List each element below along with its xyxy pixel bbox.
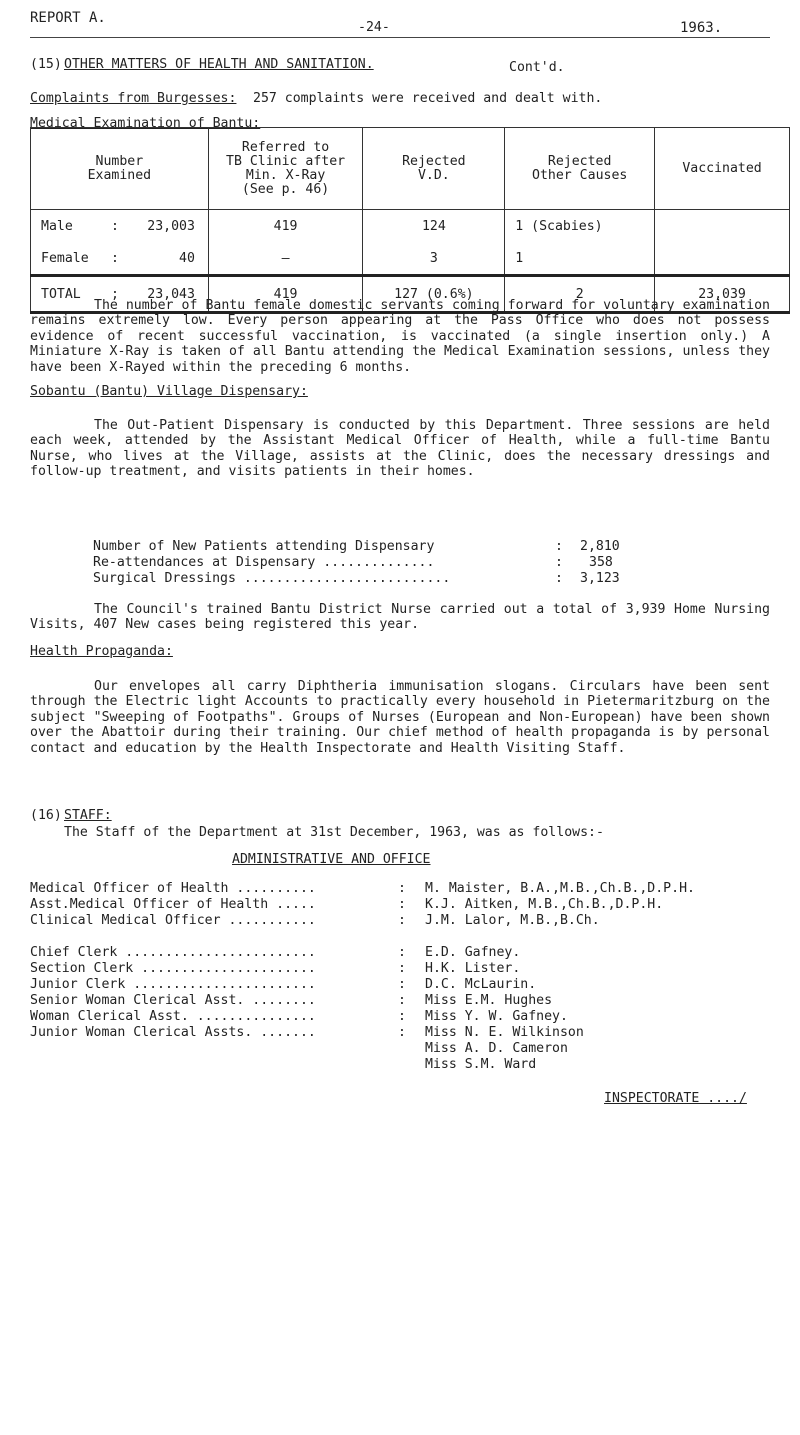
row-number: 40	[179, 250, 195, 266]
row-label-cell: Male : 23,003	[31, 210, 209, 243]
col-header-vd: Rejected V.D.	[363, 128, 505, 210]
stat-label: Number of New Patients attending Dispensary	[93, 539, 435, 554]
medical-exam-label: Medical Examination of Bantu:	[30, 116, 261, 131]
staff-name: H.K. Lister.	[425, 961, 521, 976]
complaints-text: 257 complaints were received and dealt with.	[253, 91, 603, 106]
staff-title: STAFF:	[64, 808, 112, 823]
row-referred: 419	[208, 210, 363, 243]
row-label: Male	[41, 218, 73, 234]
staff-name: D.C. McLaurin.	[425, 977, 537, 992]
staff-number: (16)	[30, 808, 62, 823]
total-label-cell: TOTAL ; 23,043	[31, 276, 209, 313]
dispensary-paragraph: The Out-Patient Dispensary is conducted by this Department. Three sessions are held each week, attended by the Assistant Medical Officer of Health, while a full-time Bantu Nurse, who lives at the Village, assists at the Clinic, does the necessary dressings and follow-up treatment, and visits patients in their homes.	[30, 418, 770, 480]
staff-name: K.J. Aitken, M.B.,Ch.B.,D.P.H.	[425, 897, 664, 912]
staff-name: E.D. Gafney.	[425, 945, 521, 960]
staff-role: Junior Woman Clerical Assts. .......	[30, 1025, 316, 1040]
col-header-number: Number Examined	[31, 128, 209, 210]
next-page-catchword	[604, 1091, 747, 1106]
staff-name: J.M. Lalor, M.B.,B.Ch.	[425, 913, 600, 928]
row-vaccinated	[655, 210, 790, 243]
staff-subheading: ADMINISTRATIVE AND OFFICE	[232, 852, 431, 867]
table-header-row	[31, 128, 790, 210]
total-vaccinated: 23,039	[655, 276, 790, 313]
staff-role: Section Clerk ......................	[30, 961, 316, 976]
complaints-label: Complaints from Burgesses:	[30, 91, 237, 106]
propaganda-paragraph: Our envelopes all carry Diphtheria immunisation slogans. Circulars have been sent through the Electric light Accounts to practically every household in Pietermaritzburg on the subject "Sweeping of Footpaths". Groups of Nurses (European and Non-European) have been shown over the Abattoir during their training. Our chief method of health propaganda is by personal contact and education by the Health Inspectorate and Health Visiting Staff.	[30, 679, 770, 756]
report-label: REPORT A.	[30, 10, 106, 26]
stat-value: 358	[589, 555, 613, 570]
col-header-other: Rejected Other Causes	[505, 128, 655, 210]
propaganda-label: Health Propaganda:	[30, 644, 173, 659]
medical-exam-paragraph: The number of Bantu female domestic servants coming forward for voluntary examination remains extremely low. Every person appearing at the Pass Office who does not possess evidence of recent successful vaccination, is vaccinated (a single insertion only.) A Miniature X-Ray is taken of all Bantu attending the Medical Examination sessions, unless they have been X-Rayed within the preceding 6 months.	[30, 298, 770, 375]
total-label: TOTAL	[41, 286, 81, 302]
staff-role: Asst.Medical Officer of Health .....	[30, 897, 316, 912]
row-vd: 3	[363, 242, 505, 276]
staff-name: Miss N. E. Wilkinson	[425, 1025, 584, 1040]
row-label-cell: Female : 40	[31, 242, 209, 276]
staff-name: M. Maister, B.A.,M.B.,Ch.B.,D.P.H.	[425, 881, 695, 896]
staff-role: Chief Clerk ........................	[30, 945, 316, 960]
col-header-vaccinated: Vaccinated	[655, 128, 790, 210]
staff-role: Senior Woman Clerical Asst. ........	[30, 993, 316, 1008]
staff-role: Medical Officer of Health ..........	[30, 881, 316, 896]
nurse-paragraph: The Council's trained Bantu District Nurse carried out a total of 3,939 Home Nursing Visits, 407 New cases being registered this year.	[30, 602, 770, 633]
stat-label: Surgical Dressings ..........................	[93, 571, 451, 586]
staff-role: Woman Clerical Asst. ...............	[30, 1009, 316, 1024]
col-header-referred: Referred to TB Clinic after Min. X-Ray (See p. 46)	[208, 128, 363, 210]
staff-name: Miss E.M. Hughes	[425, 993, 553, 1008]
total-vd: 127 (0.6%)	[363, 276, 505, 313]
total-number: 23,043	[147, 286, 195, 302]
medical-exam-table	[30, 127, 790, 314]
contd-label: Cont'd.	[509, 60, 565, 75]
table-row	[31, 210, 790, 243]
report-year: 1963.	[680, 20, 723, 36]
section-number: (15)	[30, 57, 62, 72]
row-other: 1	[505, 242, 655, 276]
stat-label: Re-attendances at Dispensary ..............	[93, 555, 435, 570]
row-vaccinated	[655, 242, 790, 276]
header-rule	[30, 37, 770, 38]
section-title: OTHER MATTERS OF HEALTH AND SANITATION.	[64, 57, 374, 72]
staff-name: Miss Y. W. Gafney.	[425, 1009, 568, 1024]
catchword-text: INSPECTORATE ..../	[604, 1091, 747, 1106]
total-other: 2	[505, 276, 655, 313]
staff-name: Miss A. D. Cameron	[425, 1041, 568, 1056]
staff-name: Miss S.M. Ward	[425, 1057, 537, 1072]
staff-role: Clinical Medical Officer ...........	[30, 913, 316, 928]
page-number: -24-	[358, 20, 390, 35]
total-referred: 419	[208, 276, 363, 313]
staff-role: Junior Clerk .......................	[30, 977, 316, 992]
stat-value: 3,123	[580, 571, 620, 586]
row-other: 1 (Scabies)	[505, 210, 655, 243]
row-referred: –	[208, 242, 363, 276]
stat-value: 2,810	[580, 539, 620, 554]
row-label: Female	[41, 250, 89, 266]
staff-intro: The Staff of the Department at 31st December, 1963, was as follows:-	[64, 825, 604, 840]
row-number: 23,003	[147, 218, 195, 234]
row-vd: 124	[363, 210, 505, 243]
table-row	[31, 242, 790, 276]
dispensary-label: Sobantu (Bantu) Village Dispensary:	[30, 384, 308, 399]
